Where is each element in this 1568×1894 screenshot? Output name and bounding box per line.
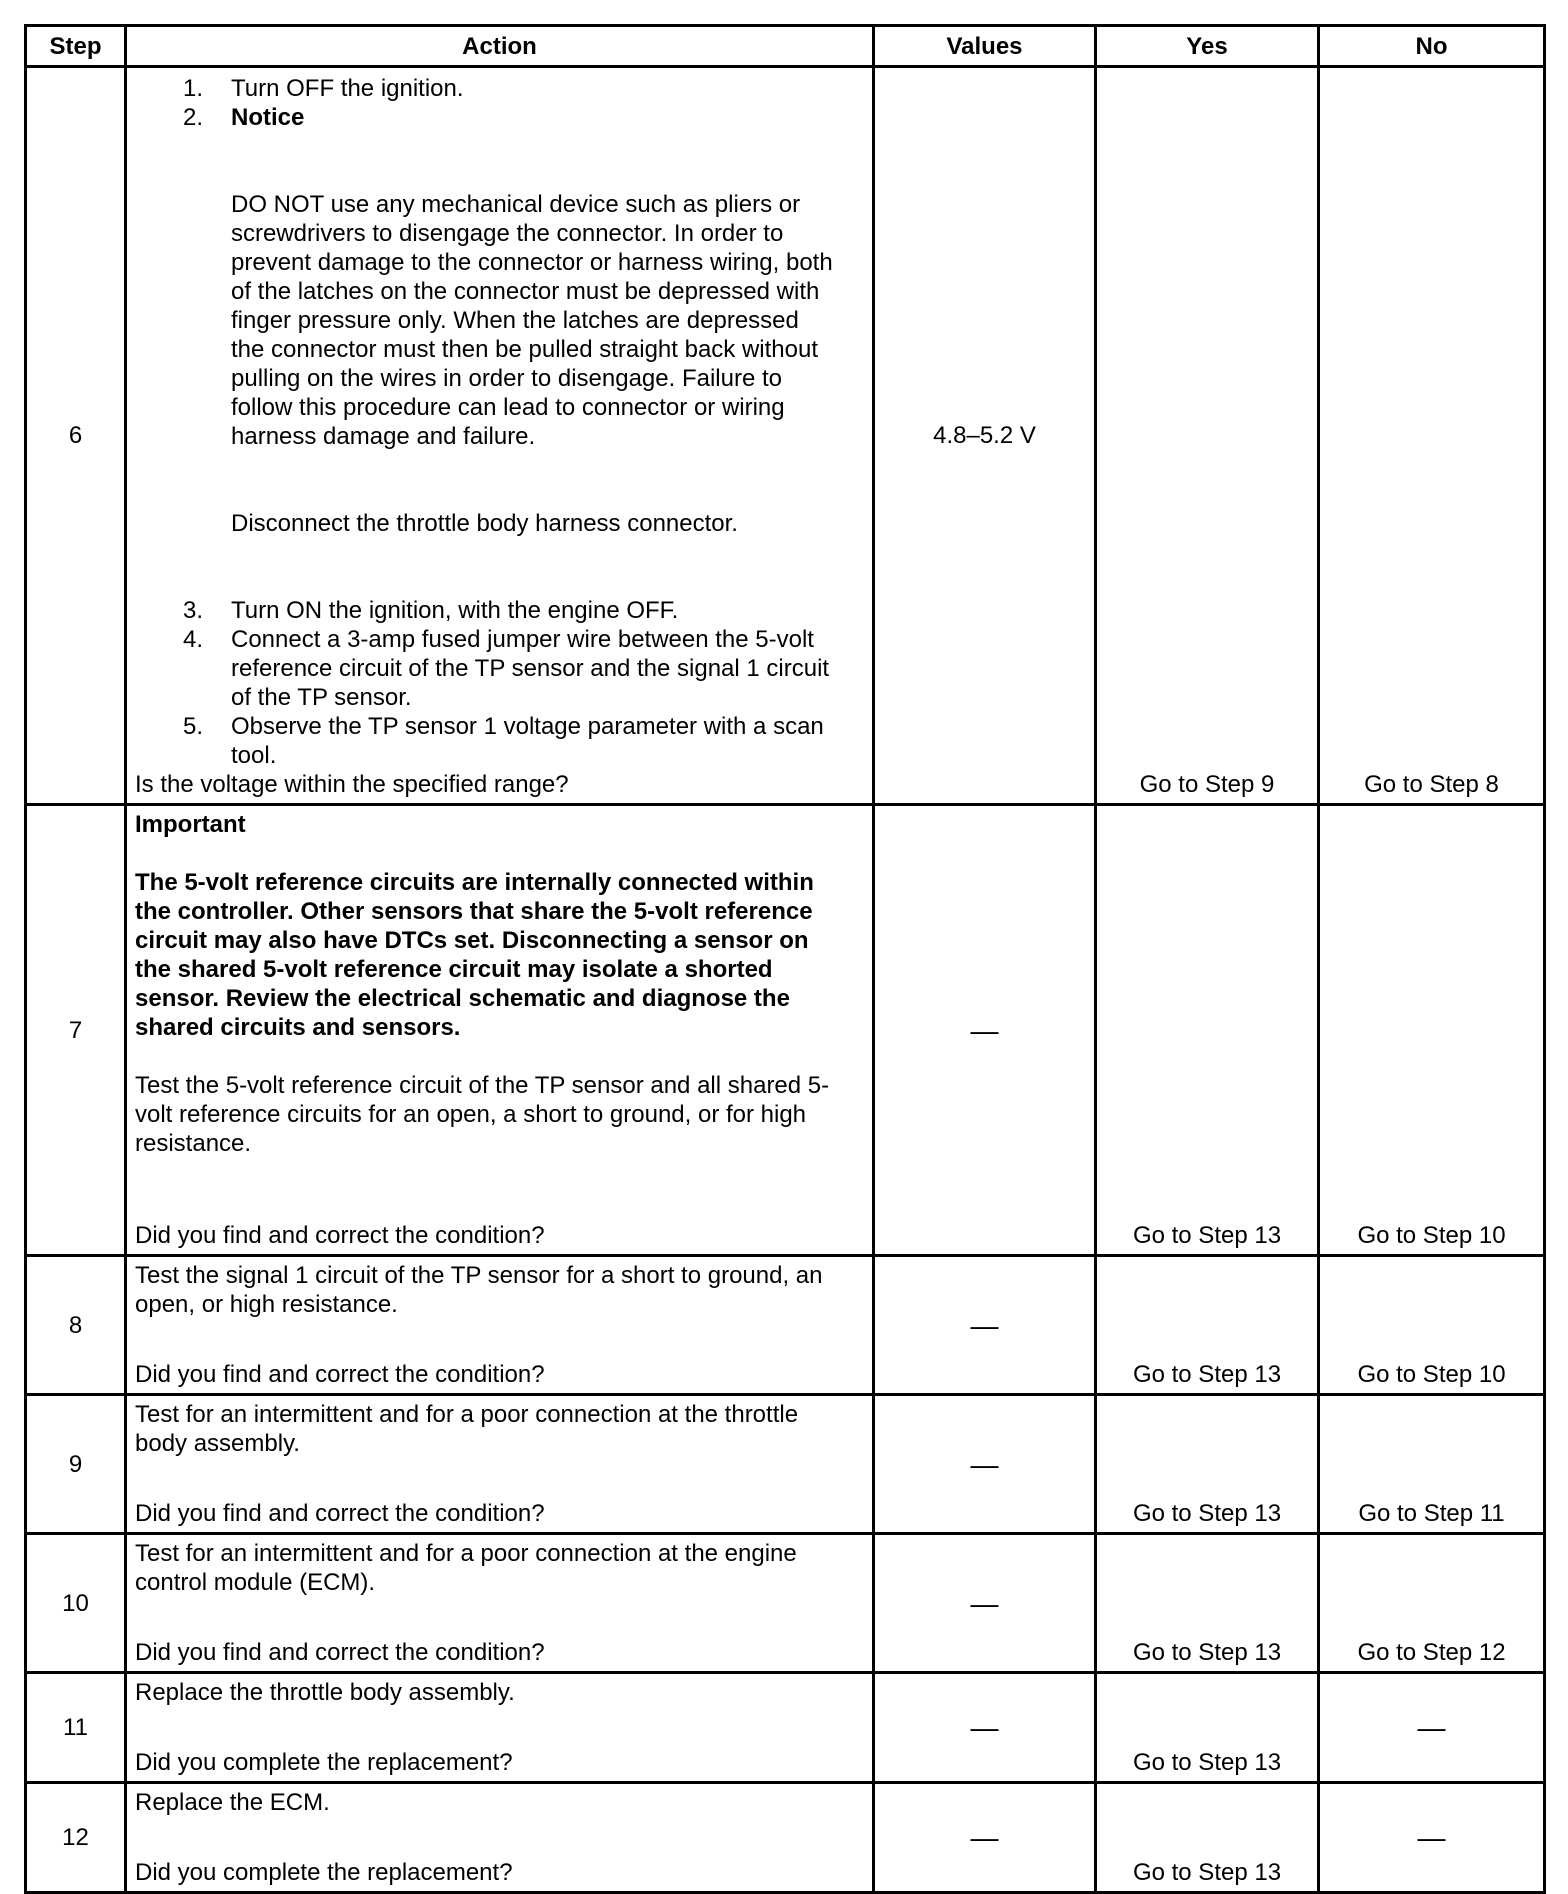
table-row: [26, 1534, 1545, 1673]
yes-cell: Go to Step 13: [1096, 1673, 1319, 1783]
yes-cell: Go to Step 13: [1096, 1256, 1319, 1395]
yes-cell: Go to Step 13: [1096, 1534, 1319, 1673]
step-number: 7: [26, 805, 126, 1256]
header-step: Step: [26, 26, 126, 67]
item-number: 4.: [182, 626, 203, 653]
action-text: Replace the ECM.: [135, 1789, 330, 1816]
header-row: [26, 26, 1545, 67]
no-cell: Go to Step 8: [1319, 67, 1545, 805]
step-number: 9: [26, 1395, 126, 1534]
step-number: 12: [26, 1783, 126, 1893]
question-text: Did you complete the replacement?: [135, 1749, 513, 1776]
action-text: Observe the TP sensor 1 voltage parameter with a scan tool.: [231, 713, 824, 769]
table-row: [26, 1256, 1545, 1395]
question-text: Did you find and correct the condition?: [135, 1639, 545, 1666]
step-number: 6: [26, 67, 126, 805]
action-cell: [126, 1783, 874, 1893]
action-text: Test for an intermittent and for a poor connection at the engine control module (ECM).: [135, 1540, 797, 1596]
header-no: No: [1319, 26, 1545, 67]
yes-cell: Go to Step 13: [1096, 1783, 1319, 1893]
action-text: Test for an intermittent and for a poor connection at the throttle body assembly.: [135, 1401, 799, 1457]
no-cell: Go to Step 11: [1319, 1395, 1545, 1534]
question-text: Is the voltage within the specified range?: [135, 771, 569, 798]
table-row: [26, 1783, 1545, 1893]
item-number: 5.: [182, 713, 203, 740]
action-text: Disconnect the throttle body harness connector.: [231, 510, 738, 537]
no-cell: Go to Step 12: [1319, 1534, 1545, 1673]
table-row: [26, 1673, 1545, 1783]
table-row: [26, 1395, 1545, 1534]
question-text: Did you find and correct the condition?: [135, 1361, 545, 1388]
important-text: The 5-volt reference circuits are internally connected within the controller. Other sensors that share the 5-volt reference circuit may also have DTCs set. Disconnecting a sensor on the shared 5-volt reference circuit may isolate a shorted sensor. Review the electrical schematic and diagnose the shared circuits and sensors.: [135, 869, 814, 1041]
action-cell: [126, 1395, 874, 1534]
action-cell: [126, 1673, 874, 1783]
question-text: Did you find and correct the condition?: [135, 1222, 545, 1249]
values-cell: —: [874, 805, 1096, 1256]
diagnostic-table: [24, 24, 1546, 1894]
step-number: 8: [26, 1256, 126, 1395]
action-cell: [126, 1256, 874, 1395]
values-cell: —: [874, 1256, 1096, 1395]
yes-cell: Go to Step 9: [1096, 67, 1319, 805]
action-cell: [126, 805, 874, 1256]
table-row: [26, 67, 1545, 805]
step-number: 11: [26, 1673, 126, 1783]
values-cell: —: [874, 1673, 1096, 1783]
action-text: Test the 5-volt reference circuit of the TP sensor and all shared 5- volt reference circuits for an open, a short to ground, or for high resistance.: [135, 1072, 830, 1157]
step-number: 10: [26, 1534, 126, 1673]
values-cell: —: [874, 1783, 1096, 1893]
notice-title: Notice: [231, 104, 305, 131]
yes-cell: Go to Step 13: [1096, 1395, 1319, 1534]
item-number: 3.: [182, 597, 203, 624]
values-cell: —: [874, 1534, 1096, 1673]
action-cell: [126, 67, 874, 805]
no-cell: —: [1319, 1783, 1545, 1893]
values-cell: —: [874, 1395, 1096, 1534]
values-cell: 4.8–5.2 V: [874, 67, 1096, 805]
header-values: Values: [874, 26, 1096, 67]
question-text: Did you complete the replacement?: [135, 1859, 513, 1886]
action-text: Turn ON the ignition, with the engine OFF.: [231, 597, 679, 624]
no-cell: Go to Step 10: [1319, 805, 1545, 1256]
action-text: Connect a 3-amp fused jumper wire between the 5-volt reference circuit of the TP sensor and the signal 1 circuit of the TP sensor.: [231, 626, 830, 711]
important-title: Important: [135, 811, 246, 838]
yes-cell: Go to Step 13: [1096, 805, 1319, 1256]
no-cell: —: [1319, 1673, 1545, 1783]
question-text: Did you find and correct the condition?: [135, 1500, 545, 1527]
header-action: Action: [126, 26, 874, 67]
action-text: Test the signal 1 circuit of the TP sensor for a short to ground, an open, or high resistance.: [135, 1262, 823, 1318]
notice-text: DO NOT use any mechanical device such as pliers or screwdrivers to disengage the connector. In order to prevent damage to the connector or harness wiring, both of the latches on the connector must be depressed with finger pressure only. When the latches are depressed the connector must then be pulled straight back without pulling on the wires in order to disengage. Failure to follow this procedure can lead to connector or wiring harness damage and failure.: [231, 191, 833, 450]
table-row: [26, 805, 1545, 1256]
action-text: Turn OFF the ignition.: [231, 75, 464, 102]
action-cell: [126, 1534, 874, 1673]
header-yes: Yes: [1096, 26, 1319, 67]
action-text: Replace the throttle body assembly.: [135, 1679, 515, 1706]
no-cell: Go to Step 10: [1319, 1256, 1545, 1395]
item-number: 1.: [182, 75, 203, 102]
item-number: 2.: [182, 104, 203, 131]
